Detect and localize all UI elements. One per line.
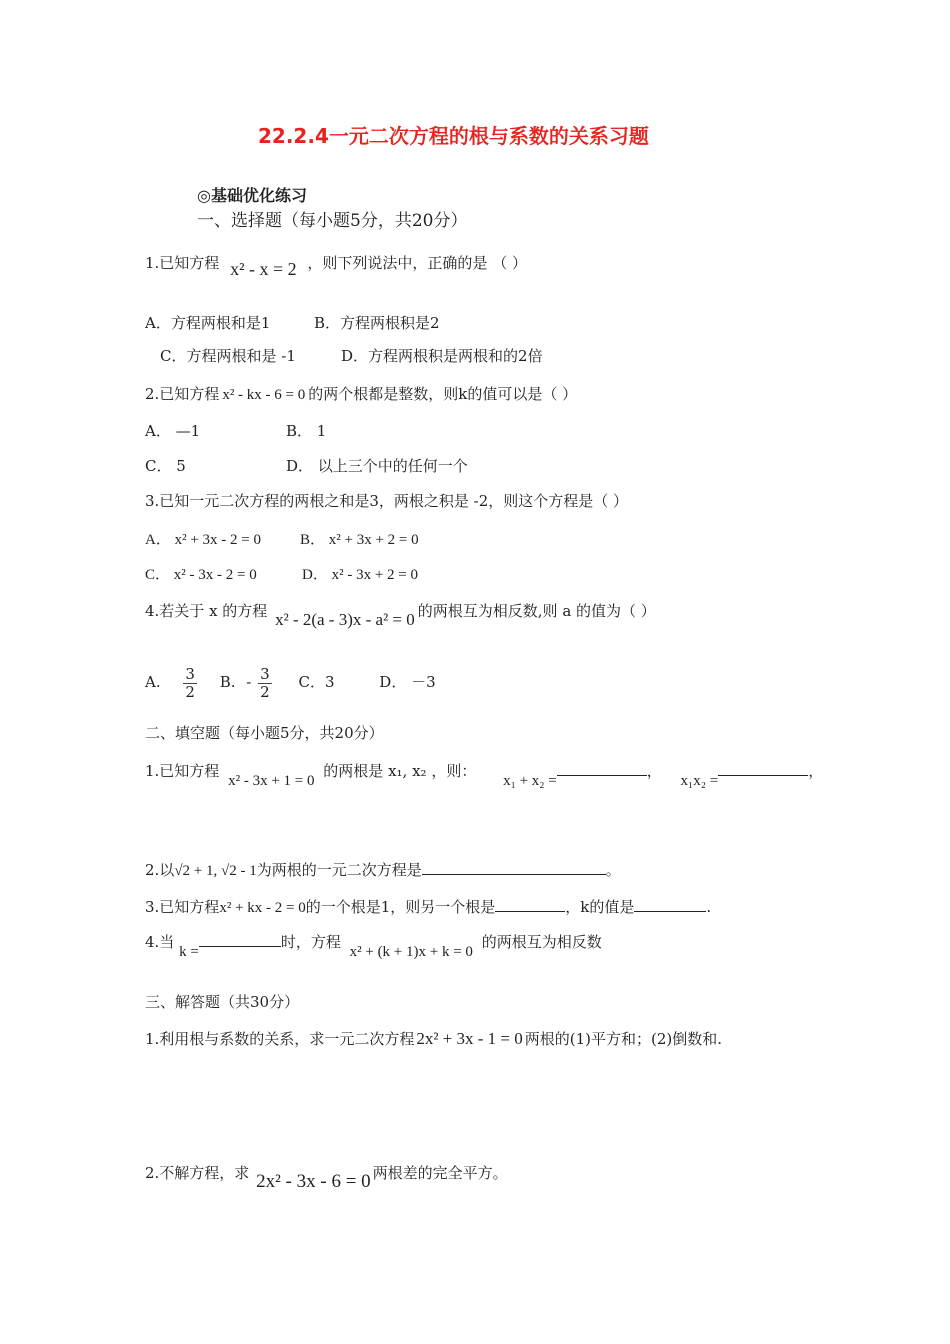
p2-q4-prefix: 4.当 (145, 933, 175, 951)
p3-q1 (145, 1029, 722, 1049)
p1-q4-equation: x² - 2(a - 3)x - a² = 0 (275, 610, 415, 629)
p2-q3-end: . (706, 898, 712, 916)
p3-q2-suffix: 两根差的完全平方。 (372, 1164, 508, 1182)
p2-q3-mid2: ，k的值是 (565, 898, 635, 916)
p2-q3-prefix: 3.已知方程 (145, 898, 220, 916)
p2-q4-mid: 时，方程 (280, 933, 341, 951)
p1-q1-optA: A．方程两根和是1 (145, 314, 271, 332)
p2-q2-blank[interactable] (422, 859, 606, 875)
p3-q2-equation: 2x² - 3x - 6 = 0 (256, 1171, 371, 1192)
p1-q2-optA: A． —1 (145, 422, 201, 440)
p1-q2-optD: D． 以上三个中的任何一个 (286, 457, 468, 475)
p1-q2-optC: C． 5 (145, 457, 186, 475)
p2-q1-equation: x² - 3x + 1 = 0 (228, 773, 315, 789)
p2-q3-equation: x² + kx - 2 = 0 (219, 900, 306, 916)
p1-q1-optB: B．方程两根积是2 (314, 314, 440, 332)
p3-q2 (145, 1163, 508, 1192)
p2-q2 (145, 859, 621, 881)
p1-q4-optB-fraction: $\frac{3}{2}$ (260, 664, 270, 701)
p1-q4-optA: A. (145, 673, 161, 691)
p1-q2-suffix: 的两个根都是整数，则k的值可以是（ ） (308, 385, 578, 403)
part1-heading: 一、选择题（每小题5分，共20分） (197, 211, 468, 231)
p3-q1-suffix: 两根的(1)平方和；(2)倒数和. (524, 1030, 723, 1048)
p1-q3-optA: A． x² + 3x - 2 = 0 (145, 532, 261, 548)
p2-q3-k-blank[interactable] (634, 896, 706, 912)
p2-q3-root-blank[interactable] (495, 896, 565, 912)
part3-heading: 三、解答题（共30分） (145, 993, 300, 1011)
p3-q1-equation: 2x² + 3x - 1 = 0 (416, 1029, 523, 1048)
p1-q4-prefix: 4.若关于 x 的方程 (145, 602, 268, 620)
p2-q2-roots: √2 + 1, √2 - 1 (174, 863, 257, 879)
p1-q2-prefix: 2.已知方程 (145, 385, 220, 403)
p1-q3-optB: B． x² + 3x + 2 = 0 (300, 532, 419, 548)
p1-q4-optD: D． －3 (379, 673, 436, 691)
p1-q2 (145, 384, 577, 405)
p2-q4-k: k = (179, 944, 199, 960)
p1-q1-prefix: 1.已知方程 (145, 254, 220, 272)
p2-q1-product-blank[interactable] (718, 760, 808, 776)
p1-q3-optC: C． x² - 3x - 2 = 0 (145, 567, 257, 583)
p2-q1-mid: 的两根是 x₁, x₂ ，则： (323, 762, 477, 780)
p2-q1: 1.已知方程 x² - 3x + 1 = 0 的两根是 x₁, x₂ ，则： x₁ + x₂ =， x₁x₂ =， (145, 762, 824, 789)
p1-q1-equation: x² - x = 2 (230, 259, 297, 279)
p2-q1-sum-blank[interactable] (557, 760, 647, 776)
p3-q2-prefix: 2.不解方程，求 (145, 1164, 250, 1182)
p2-q2-prefix: 2.以 (145, 861, 175, 879)
p2-q4-suffix: 的两根互为相反数 (481, 933, 602, 951)
p1-q2-equation: x² - kx - 6 = 0 (222, 387, 306, 403)
p1-q4-suffix: 的两根互为相反数,则 a 的值为（ ） (417, 602, 656, 620)
p2-q4 (145, 931, 602, 960)
p1-q3-optD: D． x² - 3x + 2 = 0 (302, 567, 418, 583)
p2-q4-blank[interactable] (199, 931, 281, 947)
p2-q4-equation: x² + (k + 1)x + k = 0 (349, 944, 473, 960)
p1-q1-suffix: ，则下列说法中，正确的是 （ ） (307, 254, 527, 272)
p1-q1 (145, 252, 527, 279)
p1-q4 (145, 601, 656, 629)
p3-q1-prefix: 1.利用根与系数的关系，求一元二次方程 (145, 1030, 415, 1048)
part2-heading: 二、填空题（每小题5分，共20分） (145, 724, 384, 742)
p1-q4-optC: C．3 (298, 673, 335, 691)
p2-q3 (145, 896, 711, 918)
p2-q2-end: 。 (605, 861, 621, 879)
p2-q1-sum: x₁ + x₂ = (503, 773, 557, 789)
p2-q1-prefix: 1.已知方程 (145, 762, 220, 780)
p2-q2-suffix: 为两根的一元二次方程是 (256, 861, 422, 879)
p1-q4-options: A. $\frac{3}{2}$ B. - $\frac{3}{2}$ C．3 D． －3 (145, 664, 436, 701)
p1-q4-optA-fraction: $\frac{3}{2}$ (185, 664, 195, 701)
section-basic-heading: ◎基础优化练习 (197, 186, 307, 205)
p1-q1-optD: D．方程两根积是两根和的2倍 (341, 347, 543, 365)
p2-q1-product: x₁x₂ = (680, 773, 719, 789)
p1-q1-optC: C．方程两根和是 -1 (160, 347, 296, 365)
p2-q3-mid: 的一个根是1，则另一个根是 (305, 898, 496, 916)
p1-q4-optB: B. (219, 673, 236, 691)
p1-q2-optB: B． 1 (286, 422, 327, 440)
page-title: 22.2.4一元二次方程的根与系数的关系习题 (258, 124, 649, 148)
p1-q3-text: 3.已知一元二次方程的两根之和是3，两根之积是 -2，则这个方程是（ ） (145, 492, 629, 510)
